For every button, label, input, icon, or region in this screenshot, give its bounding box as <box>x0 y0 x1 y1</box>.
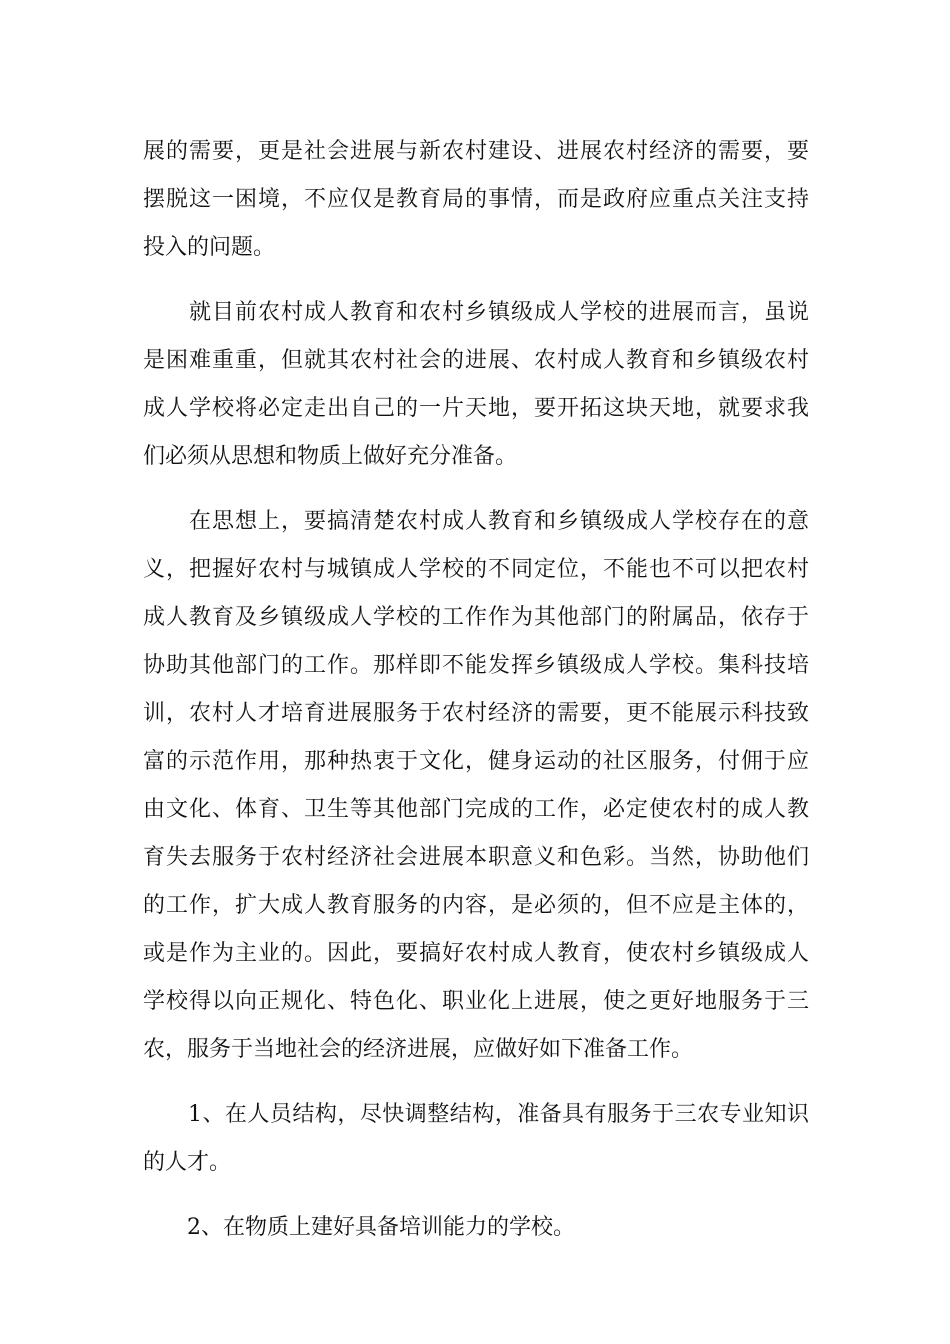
paragraph-1 <box>143 128 809 272</box>
text-line: 成人学校将必定走出自己的一片天地，要开拓这块天地，就要求我 <box>143 396 809 421</box>
text-line: 1、在人员结构，尽快调整结构，准备具有服务于三农专业知识 <box>143 1102 809 1127</box>
text-line: 在思想上，要搞清楚农村成人教育和乡镇级成人学校存在的意 <box>143 509 809 534</box>
text-line: 义，把握好农村与城镇成人学校的不同定位，不能也不可以把农村 <box>143 557 809 582</box>
paragraph-4 <box>143 1091 809 1187</box>
paragraph-5 <box>143 1204 809 1252</box>
text-line: 学校得以向正规化、特色化、职业化上进展，使之更好地服务于三 <box>143 989 809 1014</box>
paragraph-3 <box>143 498 809 1074</box>
text-line: 或是作为主业的。因此，要搞好农村成人教育，使农村乡镇级成人 <box>143 941 809 966</box>
text-line: 摆脱这一困境，不应仅是教育局的事情，而是政府应重点关注支持 <box>143 187 809 212</box>
text-line: 就目前农村成人教育和农村乡镇级成人学校的进展而言，虽说 <box>143 300 809 325</box>
text-line: 的人才。 <box>143 1150 232 1175</box>
text-line: 协助其他部门的工作。那样即不能发挥乡镇级成人学校。集科技培 <box>143 653 809 678</box>
text-line: 育失去服务于农村经济社会进展本职意义和色彩。当然，协助他们 <box>143 845 809 870</box>
text-line: 是困难重重，但就其农村社会的进展、农村成人教育和乡镇级农村 <box>143 348 809 373</box>
text-line: 由文化、体育、卫生等其他部门完成的工作，必定使农村的成人教 <box>143 797 809 822</box>
paragraph-2 <box>143 289 809 481</box>
text-line: 展的需要，更是社会进展与新农村建设、进展农村经济的需要，要 <box>143 139 809 164</box>
text-line: 训，农村人才培育进展服务于农村经济的需要，更不能展示科技致 <box>143 701 809 726</box>
text-line: 农，服务于当地社会的经济进展，应做好如下准备工作。 <box>143 1037 694 1062</box>
document-body <box>143 128 809 1269</box>
text-line: 2、在物质上建好具备培训能力的学校。 <box>143 1215 575 1240</box>
text-line: 成人教育及乡镇级成人学校的工作作为其他部门的附属品，依存于 <box>143 605 809 630</box>
text-line: 富的示范作用，那种热衷于文化，健身运动的社区服务，付佣于应 <box>143 749 809 774</box>
text-line: 投入的问题。 <box>143 235 276 260</box>
text-line: 的工作，扩大成人教育服务的内容，是必须的，但不应是主体的， <box>143 893 809 918</box>
text-line: 们必须从思想和物质上做好充分准备。 <box>143 444 518 469</box>
